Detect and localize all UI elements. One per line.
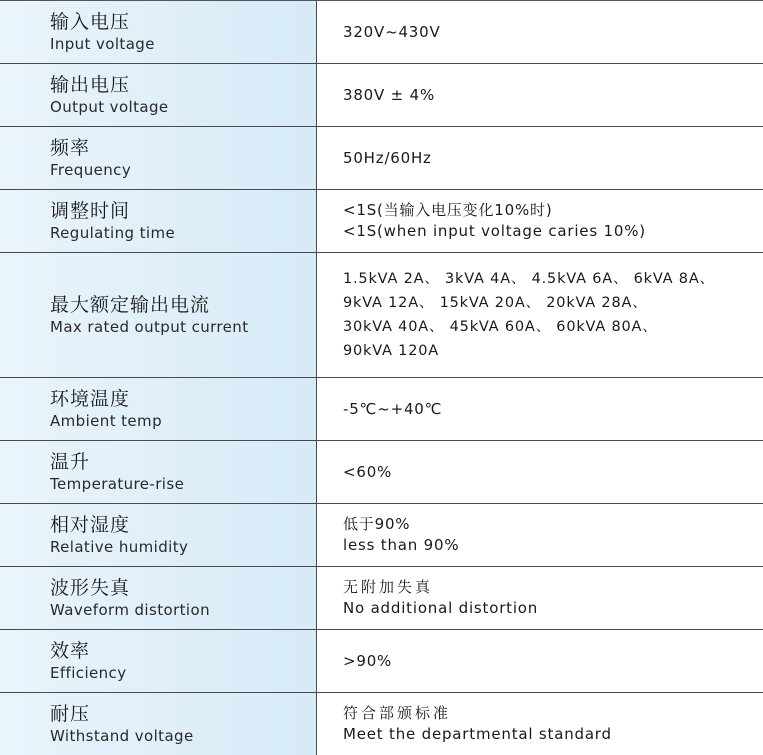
table-row-waveform-distortion bbox=[0, 567, 763, 630]
row-value bbox=[317, 190, 763, 252]
value-line: 符合部颁标准 bbox=[343, 704, 452, 722]
label-chinese: 效率 bbox=[50, 640, 91, 662]
label-english: Output voltage bbox=[50, 98, 169, 116]
value-line: Meet the departmental standard bbox=[343, 725, 612, 743]
row-label bbox=[0, 253, 317, 377]
label-chinese: 波形失真 bbox=[50, 577, 131, 599]
value-line: 380V ± 4% bbox=[343, 85, 435, 104]
value-line: 9kVA 12A、 15kVA 20A、 20kVA 28A、 bbox=[343, 295, 648, 311]
table-row-frequency bbox=[0, 127, 763, 190]
label-chinese: 温升 bbox=[50, 451, 91, 473]
label-english: Waveform distortion bbox=[50, 601, 210, 619]
label-chinese: 耐压 bbox=[50, 703, 91, 725]
label-english: Max rated output current bbox=[50, 318, 249, 336]
row-label bbox=[0, 190, 317, 252]
row-value bbox=[317, 127, 763, 189]
label-chinese: 相对湿度 bbox=[50, 514, 131, 536]
row-value bbox=[317, 693, 763, 755]
row-label bbox=[0, 630, 317, 692]
label-chinese: 调整时间 bbox=[50, 200, 131, 222]
row-label bbox=[0, 693, 317, 755]
value-line: 50Hz/60Hz bbox=[343, 148, 432, 167]
label-english: Input voltage bbox=[50, 35, 155, 53]
label-english: Temperature-rise bbox=[50, 475, 185, 493]
label-chinese: 最大额定输出电流 bbox=[50, 294, 211, 316]
label-english: Frequency bbox=[50, 161, 132, 179]
row-value bbox=[317, 567, 763, 629]
table-row-temperature-rise bbox=[0, 441, 763, 504]
value-line: <1S(when input voltage caries 10%) bbox=[343, 222, 646, 240]
row-value bbox=[317, 504, 763, 566]
table-row-max-rated-output-current bbox=[0, 253, 763, 378]
table-row-efficiency bbox=[0, 630, 763, 693]
label-english: Regulating time bbox=[50, 224, 176, 242]
row-label bbox=[0, 64, 317, 126]
row-label bbox=[0, 1, 317, 63]
table-row-output-voltage bbox=[0, 64, 763, 127]
value-line: 30kVA 40A、 45kVA 60A、 60kVA 80A、 bbox=[343, 319, 658, 335]
table-row-ambient-temp bbox=[0, 378, 763, 441]
label-chinese: 输出电压 bbox=[50, 74, 131, 96]
label-chinese: 环境温度 bbox=[50, 388, 131, 410]
label-english: Withstand voltage bbox=[50, 727, 194, 745]
value-line: less than 90% bbox=[343, 536, 460, 554]
row-label bbox=[0, 378, 317, 440]
row-label bbox=[0, 127, 317, 189]
value-line: >90% bbox=[343, 651, 393, 670]
label-english: Relative humidity bbox=[50, 538, 189, 556]
table-row-relative-humidity bbox=[0, 504, 763, 567]
table-row-withstand-voltage bbox=[0, 693, 763, 755]
table-row-regulating-time bbox=[0, 190, 763, 253]
value-line: 90kVA 120A bbox=[343, 343, 439, 359]
row-label bbox=[0, 441, 317, 503]
table-row-input-voltage bbox=[0, 1, 763, 64]
row-value bbox=[317, 630, 763, 692]
row-label bbox=[0, 504, 317, 566]
label-chinese: 频率 bbox=[50, 137, 91, 159]
label-english: Ambient temp bbox=[50, 412, 162, 430]
row-value bbox=[317, 378, 763, 440]
value-line: No additional distortion bbox=[343, 599, 539, 617]
row-label bbox=[0, 567, 317, 629]
value-line: 低于90% bbox=[343, 515, 411, 533]
value-line: 无附加失真 bbox=[343, 578, 434, 596]
value-line: -5℃~+40℃ bbox=[343, 399, 443, 418]
row-value bbox=[317, 441, 763, 503]
value-line: <1S(当输入电压变化10%时) bbox=[343, 201, 553, 219]
row-value bbox=[317, 1, 763, 63]
value-line: <60% bbox=[343, 462, 393, 481]
row-value bbox=[317, 64, 763, 126]
label-chinese: 输入电压 bbox=[50, 11, 131, 33]
value-line: 1.5kVA 2A、 3kVA 4A、 4.5kVA 6A、 6kVA 8A、 bbox=[343, 271, 715, 287]
value-line: 320V~430V bbox=[343, 22, 441, 41]
row-value bbox=[317, 253, 763, 377]
label-english: Efficiency bbox=[50, 664, 127, 682]
